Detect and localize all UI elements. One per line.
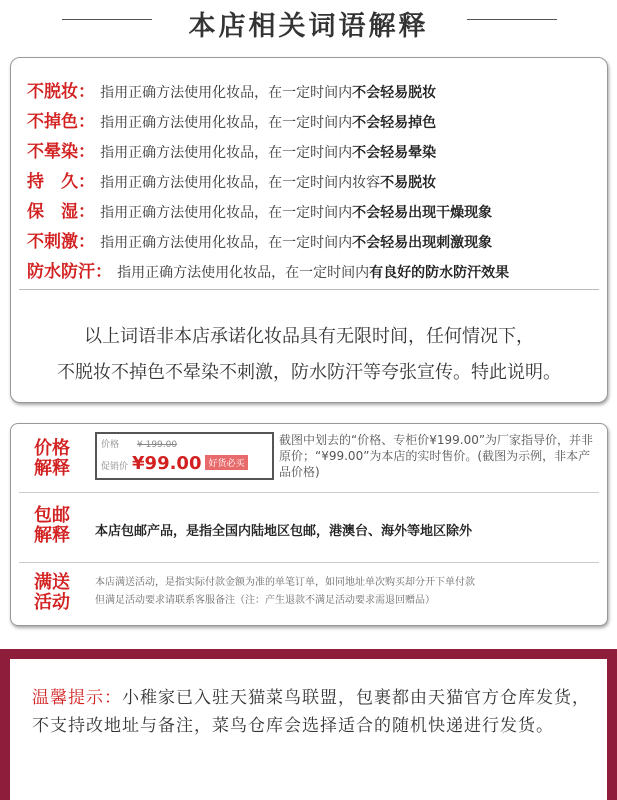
term-desc: 指用正确方法使用化妆品，在一定时间内不会轻易晕染 [100,145,437,161]
term-desc: 指用正确方法使用化妆品，在一定时间内不会轻易出现刺激现象 [100,235,493,251]
term-row [27,198,492,226]
term-key: 不晕染： [27,142,95,162]
term-key: 持 久： [27,172,95,192]
term-row [27,228,492,256]
divider [19,289,599,290]
term-key: 防水防汗： [27,262,112,282]
promo-badge: 好货必买 [205,455,247,470]
price-label: 价格 解释 [34,438,70,479]
notice-key: 温馨提示： [32,688,122,708]
notice-banner [0,649,617,800]
term-row [27,168,436,196]
original-price: 价格 ¥ 199.00 [101,440,178,450]
term-row [27,138,436,166]
notice-text: 温馨提示：小稚家已入驻天猫菜鸟联盟，包裹都由天猫官方仓库发货，不支持改地址与备注，菜鸟仓库会选择适合的随机快递进行发货。 [32,688,590,736]
notice-card [10,659,607,800]
term-desc: 指用正确方法使用化妆品，在一定时间内不会轻易掉色 [100,115,437,131]
term-desc: 指用正确方法使用化妆品，在一定时间内妆容不易脱妆 [100,175,437,191]
shipping-text: 本店包邮产品，是指全国内陆地区包邮，港澳台、海外等地区除外 [95,524,473,539]
promo-price: 促销价 ¥99.00 好货必买 [101,453,248,474]
price-explanation: 截图中划去的“价格、专柜价¥199.00”为厂家指导价，并非原价；“¥99.00”为本店的实时售价。(截图为示例，非本产品价格) [279,433,594,479]
divider [19,562,599,563]
term-key: 不刺激： [27,232,95,252]
promotion-label: 满送 活动 [34,572,70,613]
term-key: 保 湿： [27,202,95,222]
term-row [27,78,436,106]
page-title: 本店相关词语解释 [188,11,429,42]
statement-line: 不脱妆不掉色不晕染不刺激，防水防汗等夸张宣传。特此说明。 [57,362,561,383]
price-example-screenshot [95,432,274,480]
header [0,0,617,48]
term-desc: 指用正确方法使用化妆品，在一定时间内不会轻易脱妆 [100,85,437,101]
term-key: 不掉色： [27,112,95,132]
terms-panel [10,57,608,403]
term-desc: 指用正确方法使用化妆品，在一定时间内不会轻易出现干燥现象 [100,205,493,221]
term-row [27,108,436,136]
promotion-text: 本店满送活动，是指实际付款金额为准的单笔订单，如同地址单次购买却分开下单付款 但满足活动要求请联系客服备注（注：产生退款不满足活动要求需退回赠品） [95,577,475,606]
shipping-label: 包邮 解释 [34,505,70,546]
header-divider-right [467,19,557,20]
statement-line: 以上词语非本店承诺化妆品具有无限时间，任何情况下， [84,326,534,347]
term-row [27,258,509,286]
info-panel [10,423,608,626]
term-key: 不脱妆： [27,82,95,102]
term-desc: 指用正确方法使用化妆品，在一定时间内有良好的防水防汗效果 [117,265,510,281]
divider [19,492,599,493]
